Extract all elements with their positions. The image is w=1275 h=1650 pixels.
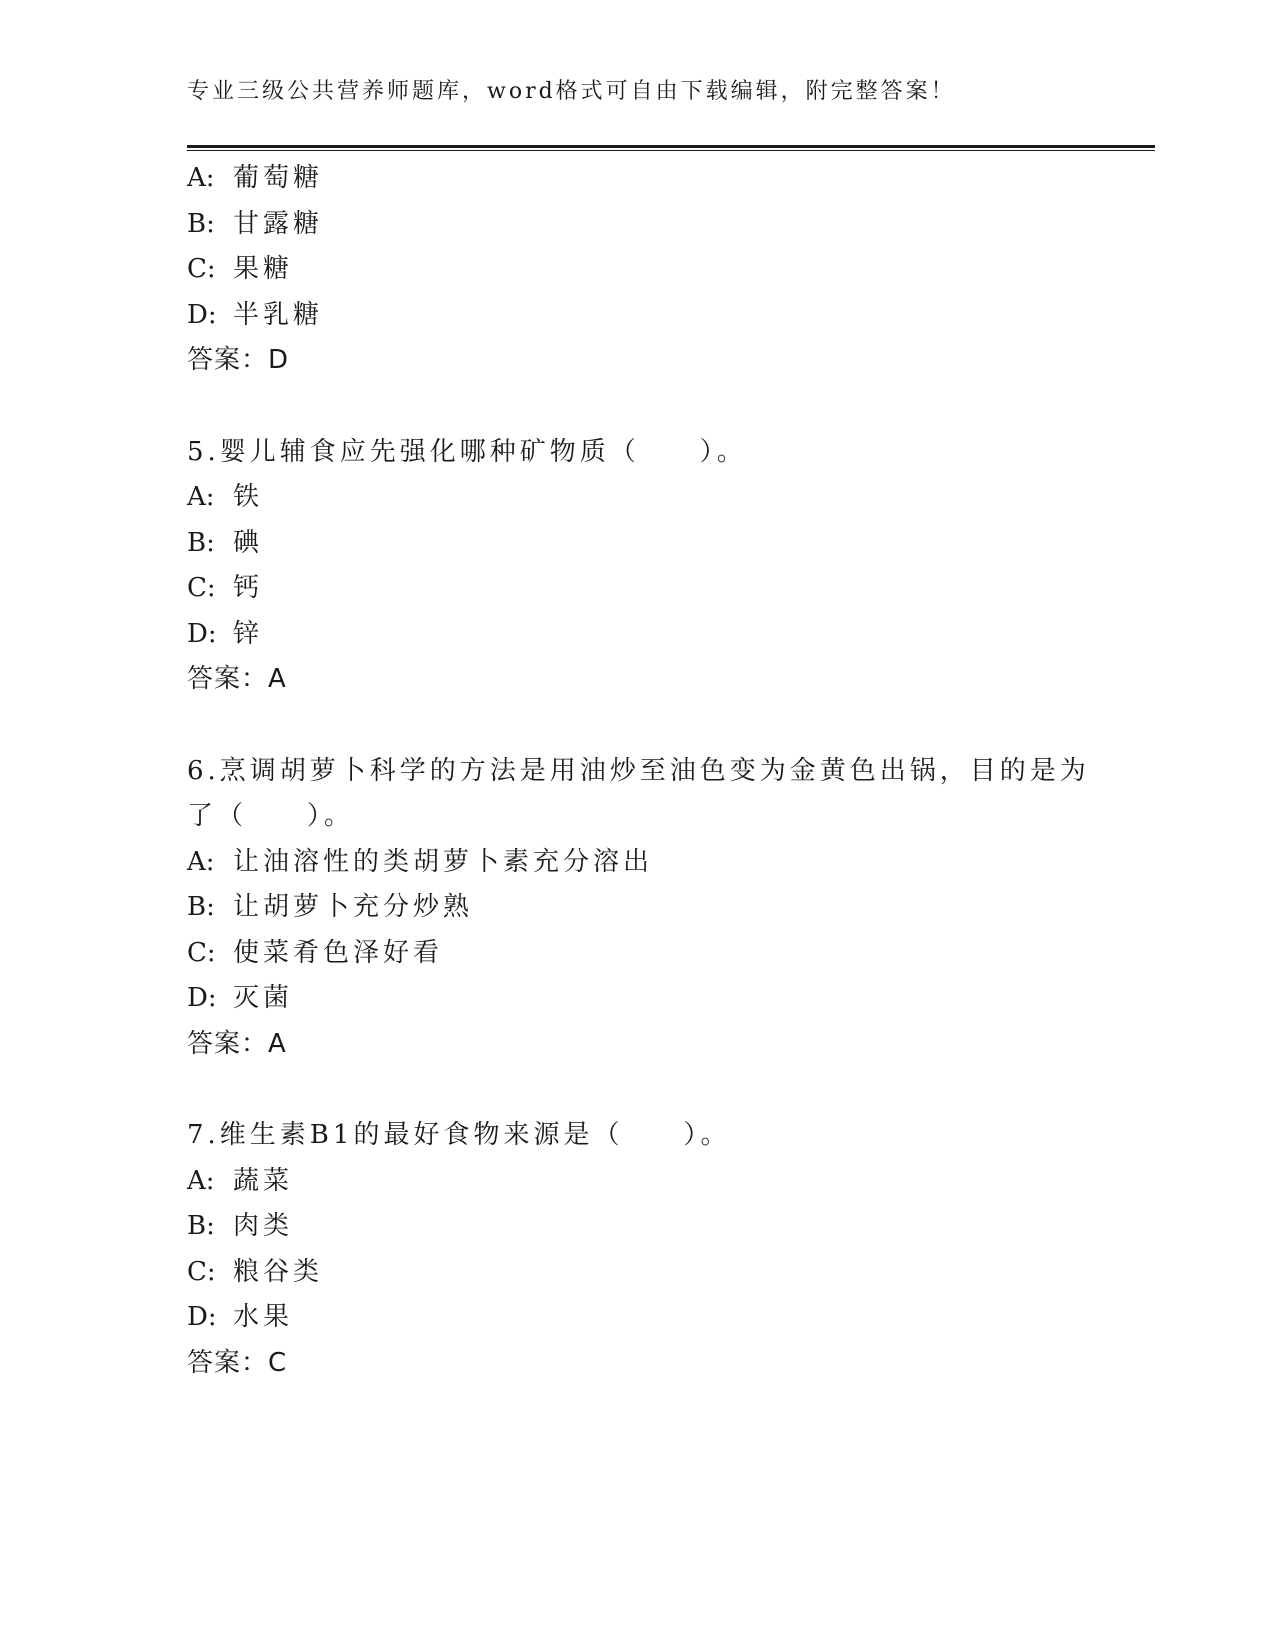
option-b [187, 521, 1087, 567]
option-text: 让胡萝卜充分炒熟 [233, 892, 474, 922]
question-text-line-1: 6.烹调胡萝卜科学的方法是用油炒至油色变为金黄色出锅，目的是为 [187, 755, 1090, 786]
option-label: A: [187, 163, 215, 193]
option-label: B: [187, 208, 215, 239]
option-label: A: [187, 1165, 215, 1196]
option-text: 铁 [233, 482, 264, 512]
option-text: 锌 [233, 618, 264, 649]
option-label: D: [187, 1302, 217, 1332]
option-text: 果糖 [233, 254, 294, 284]
option-text: 使菜肴色泽好看 [233, 937, 444, 968]
option-text: 蔬菜 [233, 1165, 294, 1196]
question-block-6 [187, 749, 1090, 1068]
option-label: B: [187, 527, 215, 558]
question-block-prev [187, 156, 1087, 384]
option-text: 钙 [233, 573, 264, 603]
option-text: 让油溶性的类胡萝卜素充分溶出 [233, 846, 654, 877]
answer-line: 答案：A [187, 664, 287, 694]
option-d [187, 1295, 1087, 1341]
option-label: A: [187, 846, 215, 877]
answer-line: 答案：D [187, 345, 290, 375]
option-d [187, 293, 1087, 339]
spacer [187, 703, 1087, 749]
option-a [187, 1159, 1087, 1205]
option-text: 水果 [233, 1302, 294, 1332]
header-divider-thick [187, 145, 1155, 148]
question-list [187, 156, 1090, 1386]
question-text: 5.婴儿辅食应先强化哪种矿物质（ ）。 [187, 436, 747, 467]
option-d [187, 976, 1087, 1022]
spacer [187, 1067, 1087, 1113]
option-c [187, 1250, 1087, 1296]
option-label: C: [187, 937, 216, 968]
option-d [187, 612, 1087, 658]
question-block-5 [187, 430, 1087, 703]
option-text: 碘 [233, 527, 264, 558]
option-label: C: [187, 573, 216, 603]
option-a [187, 156, 1087, 202]
option-label: D: [187, 299, 217, 330]
option-c [187, 247, 1087, 293]
header-divider-thin [187, 150, 1155, 151]
answer-line: 答案：A [187, 1028, 287, 1059]
option-a [187, 840, 1087, 886]
option-label: D: [187, 618, 217, 649]
option-text: 甘露糖 [233, 208, 324, 239]
option-c [187, 931, 1087, 977]
option-label: D: [187, 983, 217, 1013]
option-a [187, 475, 1087, 521]
option-label: A: [187, 482, 215, 512]
option-label: C: [187, 254, 216, 284]
header-divider [187, 145, 1155, 151]
option-text: 葡萄糖 [233, 163, 324, 193]
option-text: 粮谷类 [233, 1256, 324, 1287]
option-b [187, 202, 1087, 248]
spacer [187, 384, 1087, 430]
question-block-7 [187, 1113, 1087, 1386]
option-text: 半乳糖 [233, 299, 324, 330]
option-text: 肉类 [233, 1211, 294, 1241]
option-label: C: [187, 1256, 216, 1287]
page-header: 专业三级公共营养师题库，word格式可自由下载编辑，附完整答案！ [187, 79, 956, 104]
option-b [187, 885, 1087, 931]
question-text-line-2: 了（ ）。 [187, 801, 355, 831]
option-text: 灭菌 [233, 983, 294, 1013]
answer-line: 答案：C [187, 1347, 288, 1378]
option-label: B: [187, 892, 215, 922]
option-b [187, 1204, 1087, 1250]
option-c [187, 566, 1087, 612]
option-label: B: [187, 1211, 215, 1241]
question-text: 7.维生素B1的最好食物来源是（ ）。 [187, 1120, 731, 1150]
